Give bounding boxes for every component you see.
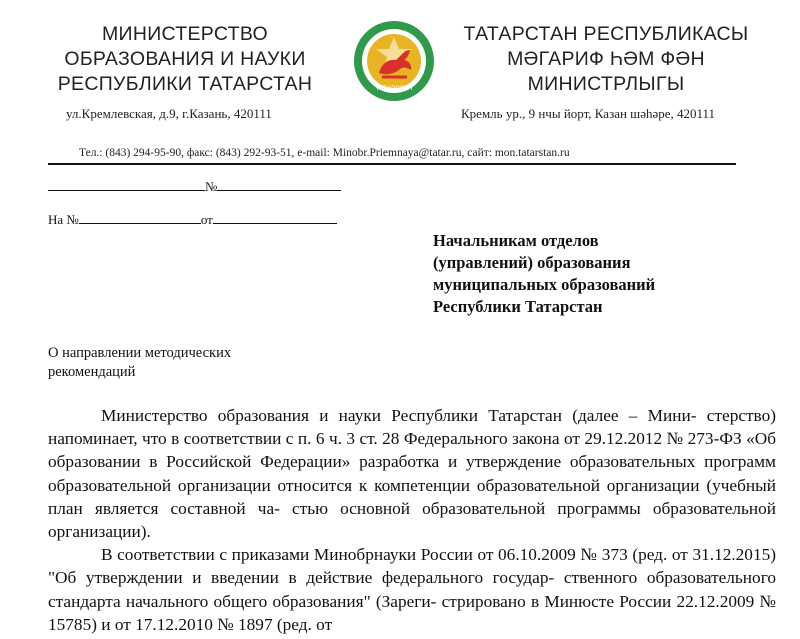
body-paragraph-2 <box>48 543 776 636</box>
outgoing-date-blank <box>48 178 205 191</box>
ministry-name-line-3: РЕСПУБЛИКИ ТАТАРСТАН <box>57 73 313 95</box>
p2-line-2: от 31.12.2015) "Об утверждении и введении в действие федерального государ- <box>48 545 776 588</box>
ministry-name-tatar-line-1: ТАТАРСТАН РЕСПУБЛИКАСЫ <box>463 23 749 45</box>
recipient-line-2: (управлений) образования <box>433 253 631 272</box>
letter-subject <box>48 344 231 382</box>
ministry-name-tatar-line-2: МӘГАРИФ ҺӘМ ФӘН <box>507 48 705 70</box>
ministry-name-russian <box>40 22 330 97</box>
contacts-line: Тел.: (843) 294-95-90, факс: (843) 292-93-51, e-mail: Minobr.Priemnaya@tatar.ru, сайт: mon.tatarstan.ru <box>79 147 570 159</box>
ministry-name-tatar-line-3: МИНИСТРЛЫГЫ <box>527 73 685 95</box>
incoming-date-blank <box>213 211 337 224</box>
recipient-line-1: Начальникам отделов <box>433 231 599 250</box>
header-divider <box>48 163 736 165</box>
body-paragraph-1 <box>48 404 776 543</box>
recipient-line-4: Республики Татарстан <box>433 297 603 316</box>
recipient-block <box>433 230 655 318</box>
outgoing-number-blank <box>217 178 341 191</box>
address-russian: ул.Кремлевская, д.9, г.Казань, 420111 <box>66 106 272 121</box>
address-tatar: Кремль ур., 9 нчы йорт, Казан шәһәре, 420111 <box>461 106 716 121</box>
p1-line-4: утверждение образовательных программ образовательной организации относится к <box>48 452 776 495</box>
p2-line-1: В соответствии с приказами Минобрнауки России от 06.10.2009 № 373 (ред. <box>101 545 668 565</box>
na-label: На № <box>48 212 79 227</box>
p1-line-6: стью основной образовательной программы образовательной организации). <box>48 498 777 542</box>
incoming-number-field <box>48 211 337 228</box>
p1-line-5: компетенции образовательной организации (учебный план является составной ча- <box>48 475 776 518</box>
incoming-number-blank <box>79 211 201 224</box>
subject-line-2: рекомендаций <box>48 364 136 380</box>
p1-line-1: Министерство образования и науки Республики Татарстан (далее – Мини- <box>101 406 697 425</box>
p1-line-3: 29.12.2012 № 273-ФЗ «Об образовании в Российской Федерации» разработка и <box>48 429 776 472</box>
p2-line-4: стрировано в Минюсте России 22.12.2009 № 15785) и от 17.12.2010 № 1897 (ред. от <box>48 591 776 634</box>
subject-line-1: О направлении методических <box>48 345 232 361</box>
number-label: № <box>205 179 218 194</box>
letter-body <box>48 404 776 636</box>
from-label: от <box>200 212 213 227</box>
ministry-name-line-1: МИНИСТЕРСТВО <box>102 23 268 45</box>
outgoing-number-field <box>48 178 341 195</box>
p1-line-2: стерство) напоминает, что в соответствии с п. 6 ч. 3 ст. 28 Федерального закона от <box>48 406 776 449</box>
recipient-line-3: муниципальных образований <box>433 275 656 294</box>
p2-line-3: ственного образовательного стандарта начального общего образования" (Зареги- <box>48 568 776 611</box>
ministry-name-line-2: ОБРАЗОВАНИЯ И НАУКИ <box>64 48 306 70</box>
emblem-text: ТАТАРСТАН <box>375 85 413 92</box>
ministry-name-tatar <box>456 22 756 97</box>
tatarstan-emblem-icon <box>352 19 436 103</box>
